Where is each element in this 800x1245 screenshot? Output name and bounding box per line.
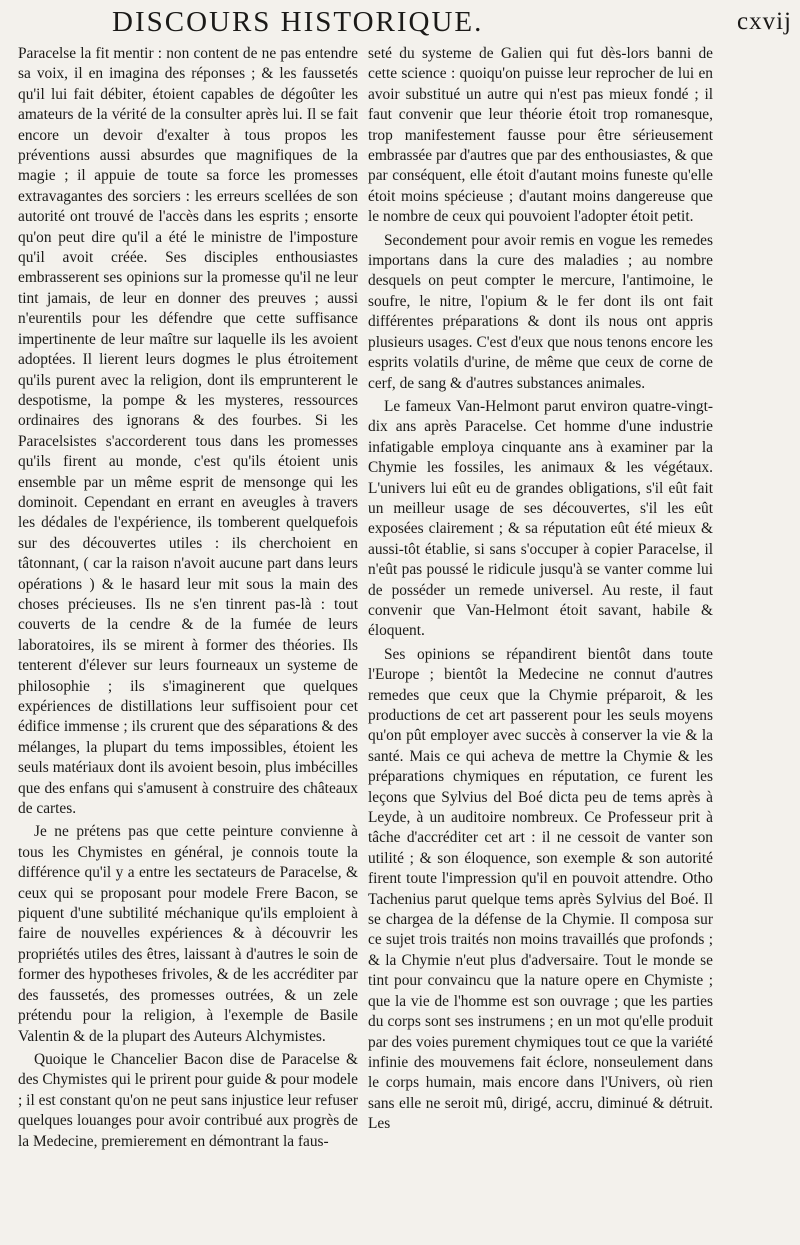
page-number: cxvij bbox=[737, 8, 792, 35]
right-column bbox=[368, 44, 713, 1239]
left-column bbox=[18, 44, 358, 1239]
running-title: DISCOURS HISTORIQUE. bbox=[112, 6, 484, 38]
left-paragraph-2: Je ne prétens pas que cette peinture convienne à tous les Chymistes en général, je connois toute la différence qu'il y a entre les sectateurs de Paracelse, & ceux qui se proposant pour modele Frere Bacon, se piquent d'une subtilité méchanique qu'ils emploient à faire de nouvelles expériences & à découvrir les propriétés utiles des êtres, laissant à d'autres le soin de former des hypotheses frivoles, & de les accréditer par des faussetés, des promesses outrées, & un zele prétendu pour la religion, à l'exemple de Basile Valentin & de la plupart des Auteurs Alchymistes. bbox=[18, 823, 358, 1045]
left-paragraph-3: Quoique le Chancelier Bacon dise de Paracelse & des Chymistes qui le prirent pour guide & pour modele ; il est constant qu'on ne peut sans injustice leur refuser quelques louanges pour avoir contribué aux progrès de la Medecine, premierement en démontrant la faus- bbox=[18, 1050, 358, 1150]
column-gutter bbox=[360, 44, 361, 1194]
right-paragraph-2: Secondement pour avoir remis en vogue les remedes importans dans la cure des maladies ; au nombre desquels on peut compter le mercure, l'antimoine, le soufre, le nitre, l'opium & le fer dont ils ont fait différentes préparations & dont ils nous ont appris plusieurs usages. C'est d'eux que nous tenons encore les esprits volatils d'urine, de même que ceux de corne de cerf, de sang & d'autres substances animales. bbox=[368, 231, 713, 392]
page-header bbox=[0, 6, 800, 40]
left-paragraph-1: Paracelse la fit mentir : non content de ne pas entendre sa voix, il en imagina des réponses ; & les faussetés qu'il lui fait débiter, étoient capables de dégoûter les amateurs de la vérité de la consulter après lui. Il se fait encore un devoir d'exalter à tous propos les préventions aussi absurdes que magnifiques de la magie ; il appuie de toute sa force les promesses extravagantes des sorciers : les erreurs scellées de son autorité ont trouvé de l'accès dans les esprits ; ensorte qu'on peut dire qu'il a été le ministre de l'imposture qu'il avoit créée. Ses disciples enthousiastes embrasserent ses opinions sur la promesse qu'il ne leur tint jamais, de leur en donner des preuves ; aussi n'eurentils pour les défendre que cette suffisance impertinente de leur maître sur laquelle ils les avoient adoptées. Il lierent leurs dogmes le plus étroitement qu'ils purent avec la religion, dont ils emprunterent le despotisme, la pompe & les mysteres, ressources ordinaires des ignorans & des fourbes. Si les Paracelsistes s'accorderent tous dans les promesses qu'ils firent au monde, c'est qu'ils étoient unis ensemble par un même esprit de mensonge qui les dominoit. Cependant en errant en aveugles à travers les dédales de l'expérience, ils tomberent quelquefois sur des découvertes utiles : ils cherchoient en tâtonnant, ( car la raison n'avoit aucune part dans leurs opérations ) & le hasard leur mit sous la main des choses précieuses. Ils ne s'en tinrent pas-là : tout couverts de la cendre & de la fumée de leurs laboratoires, ils se mirent à former des théories. Ils tenterent d'élever sur leurs fourneaux un systeme de philosophie ; ils s'imaginerent que quelques expériences de distillations leur suffisoient pour cet édifice immense ; ils crurent que des séparations & des mélanges, la plupart du tems impossibles, étoient les seuls matériaux dont ils avoient besoin, plus imbécilles que des enfans qui s'amusent à construire des châteaux de cartes. bbox=[18, 45, 358, 818]
right-paragraph-4: Ses opinions se répandirent bientôt dans toute l'Europe ; bientôt la Medecine ne connut d'autres remedes que ceux que la Chymie préparoit, & les productions de cet art passerent pour les seuls moyens qu'on pût employer avec succès à conserver la vie & la santé. Mais ce qui acheva de mettre la Chymie & les préparations chymiques en réputation, ce furent les leçons que Sylvius del Boé dicta peu de tems après à Leyde, à un auditoire nombreux. Ce Professeur prit à tâche d'accréditer cet art : il ne cessoit de vanter son utilité ; & son éloquence, son exemple & son autorité firent toute l'impression qu'il en pouvoit attendre. Otho Tachenius parut quelque tems après Sylvius del Boé. Il se chargea de la défense de la Chymie. Il composa sur ce sujet trois traités non moins travaillés que profonds ; & la Chymie n'eut plus d'adversaire. Tout le monde se tint pour convaincu que la nature opere en Chymiste ; que la vie de l'homme est son ouvrage ; que les parties du corps sont ses instrumens ; en un mot qu'elle produit par des voies purement chymiques tout ce que la variété infinie des mouvemens fait éclore, nonseulement dans le corps humain, mais encore dans l'Univers, où rien sans elle ne seroit mû, dirigé, accru, diminué & détruit. Les bbox=[368, 645, 713, 1133]
right-paragraph-1: seté du systeme de Galien qui fut dès-lors banni de cette science : quoiqu'on puisse leur reprocher de lui en avoir substitué un autre qui n'est pas mieux fondé ; il faut convenir que leur théorie étoit trop romanesque, trop manifestement fausse pour être sérieusement embrassée par d'autres que par des enthousiastes, & que par conséquent, elle étoit d'autant moins funeste qu'elle étoit moins spécieuse ; d'autant moins dangereuse que le nombre de ceux qui pouvoient l'adopter étoit petit. bbox=[368, 45, 713, 226]
right-paragraph-3: Le fameux Van-Helmont parut environ quatre-vingt-dix ans après Paracelse. Cet homme d'une industrie infatigable employa cinquante ans à examiner par la Chymie les fossiles, les animaux & les végétaux. L'univers lui eût eu de grandes obligations, s'il eût fait un meilleur usage de ses découvertes, s'il les eût exposées clairement ; & sa réputation eût été mieux & aussi-tôt établie, si sans s'occuper à copier Paracelse, il n'eût pas poussé le ridicule jusqu'à se vanter comme lui de posséder un remede universel. Au reste, il faut convenir que Van-Helmont étoit savant, habile & éloquent. bbox=[368, 397, 713, 640]
